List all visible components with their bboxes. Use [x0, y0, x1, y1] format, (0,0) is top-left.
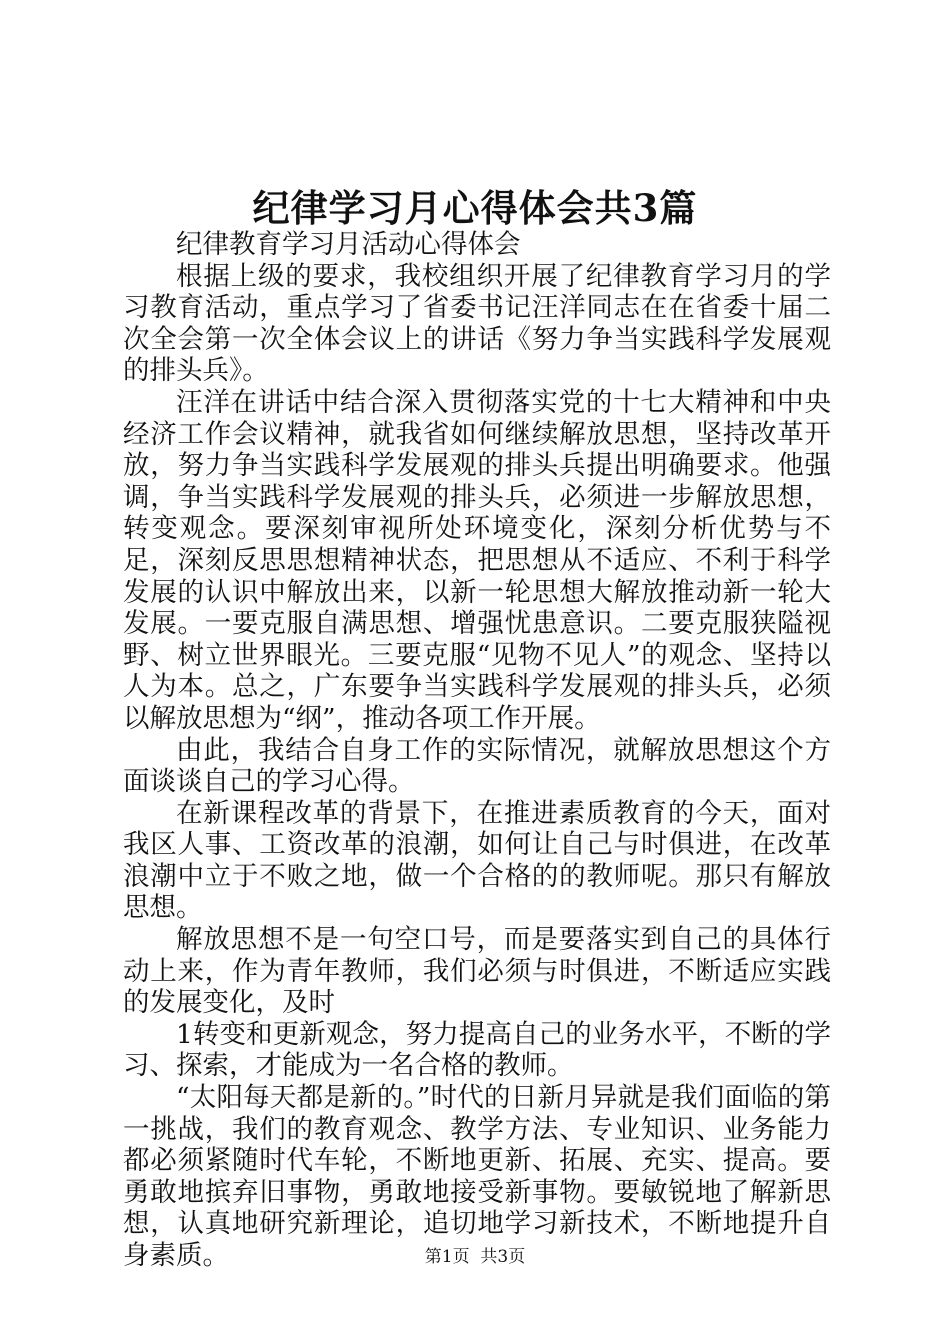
- paragraph: 根据上级的要求，我校组织开展了纪律教育学习月的学习教育活动，重点学习了省委书记汪洋同志在在省委十届二次全会第一次全体会议上的讲话《努力争当实践科学发展观的排头兵》。: [123, 260, 831, 387]
- paragraph: 解放思想不是一句空口号，而是要落实到自己的具体行动上来，作为青年教师，我们必须与时俱进，不断适应实践的发展变化，及时: [123, 924, 831, 1019]
- document-body: [123, 229, 831, 1272]
- paragraph: 1转变和更新观念，努力提高自己的业务水平，不断的学习、探索，才能成为一名合格的教师。: [123, 1018, 831, 1082]
- paragraph: 在新课程改革的背景下，在推进素质教育的今天，面对我区人事、工资改革的浪潮，如何让自己与时俱进，在改革浪潮中立于不败之地，做一个合格的的教师呢。那只有解放思想。: [123, 797, 831, 924]
- page-total: 共3页: [480, 1247, 526, 1267]
- document-title: 纪律学习月心得体会共3篇: [252, 186, 698, 230]
- paragraph: “太阳每天都是新的。”时代的日新月异就是我们面临的第一挑战，我们的教育观念、教学方法、专业知识、业务能力都必须紧随时代车轮，不断地更新、拓展、充实、提高。要勇敢地摈弃旧事物，勇敢地接受新事物。要敏锐地了解新思想，认真地研究新理论，追切地学习新技术，不断地提升自身素质。: [123, 1082, 831, 1271]
- paragraph: 汪洋在讲话中结合深入贯彻落实党的十七大精神和中央经济工作会议精神，就我省如何继续解放思想，坚持改革开放，努力争当实践科学发展观的排头兵提出明确要求。他强调，争当实践科学发展观的排头兵，必须进一步解放思想，转变观念。要深刻审视所处环境变化，深刻分析优势与不足，深刻反思思想精神状态，把思想从不适应、不利于科学发展的认识中解放出来，以新一轮思想大解放推动新一轮大发展。一要克服自满思想、增强忧患意识。二要克服狭隘视野、树立世界眼光。三要克服“见物不见人”的观念、坚持以人为本。总之，广东要争当实践科学发展观的排头兵，必须以解放思想为“纲”，推动各项工作开展。: [123, 386, 831, 734]
- page-number: 第1页: [424, 1247, 470, 1267]
- paragraph: 由此，我结合自身工作的实际情况，就解放思想这个方面谈谈自己的学习心得。: [123, 734, 831, 798]
- page-footer: [0, 1246, 950, 1268]
- paragraph-subtitle: 纪律教育学习月活动心得体会: [176, 229, 521, 260]
